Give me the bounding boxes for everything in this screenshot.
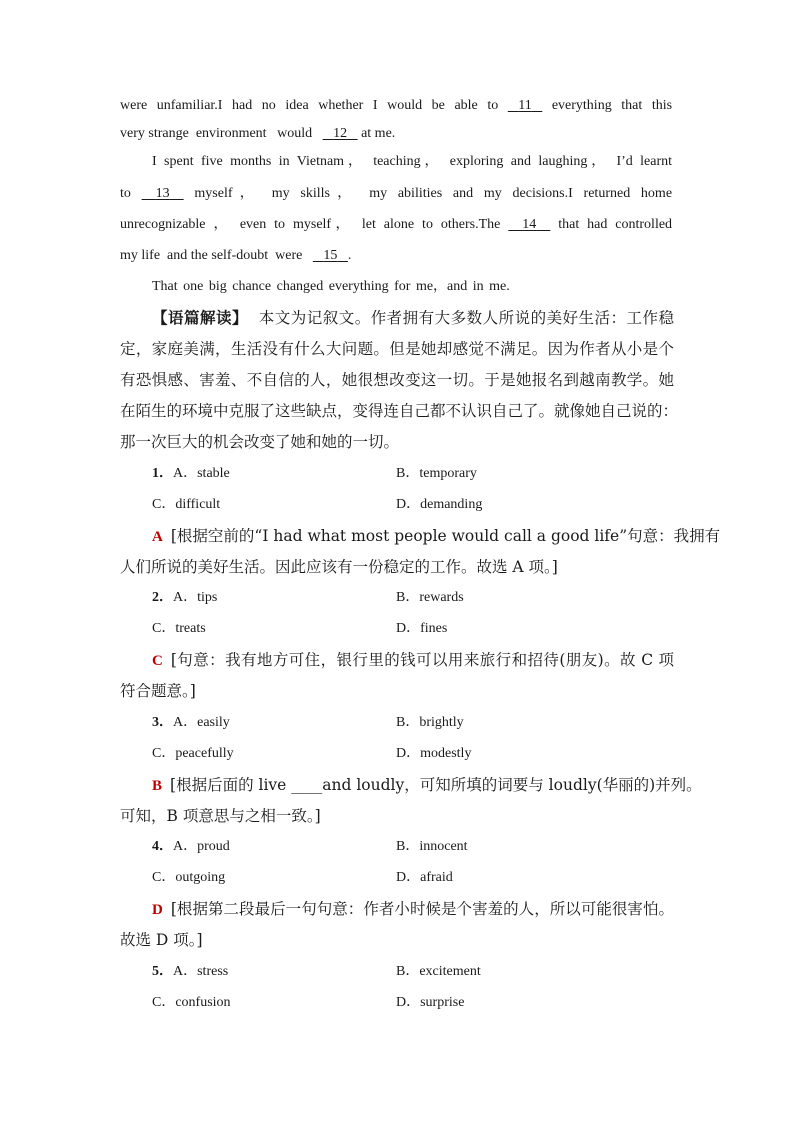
q4-explain-1: D [根据第二段最后一句句意：作者小时候是个害羞的人，所以可能很害怕。 [152, 900, 674, 918]
blank-14: 14 [522, 217, 537, 232]
q3-answer: B [152, 778, 163, 794]
q1-option-d: D．demanding [396, 497, 483, 512]
q1-option-b: B．temporary [396, 466, 477, 481]
q1-explain-1: A [根据空前的“I had what most people would call a good life”句意：我拥有 [152, 527, 721, 545]
q2-option-c: C．treats [152, 621, 206, 636]
q5-option-c: C．confusion [152, 995, 231, 1010]
analysis-line-5: 那一次巨大的机会改变了她和她的一切。 [120, 433, 400, 451]
q2-explain-2: 符合题意。] [120, 682, 196, 700]
q4-explain-2: 故选 D 项。] [120, 931, 203, 949]
analysis-line-1: 【语篇解读】 本文为记叙文。作者拥有大多数人所说的美好生活：工作稳 [152, 308, 674, 327]
q4-option-d: D．afraid [396, 870, 453, 885]
q2-explain-1: C [句意：我有地方可住，银行里的钱可以用来旅行和招待(朋友)。故 C 项 [152, 651, 674, 669]
passage-line-5: unrecognizable ， even to myself， let alone to others.The 14 that had controlled [120, 215, 672, 235]
q2-option-a: 2．A．tips [152, 590, 218, 605]
q3-explain-1: B [根据后面的 live ____and loudly，可知所填的词要与 loudly(华丽的)并列。 [152, 776, 702, 794]
q5-option-b: B．excitement [396, 964, 481, 979]
q1-option-c: C．difficult [152, 497, 221, 512]
analysis-line-3: 有恐惧感、害羞、不自信的人，她很想改变这一切。于是她报名到越南教学。她 [120, 371, 674, 389]
q2-option-d: D．fines [396, 621, 448, 636]
q3-option-d: D．modestly [396, 746, 472, 761]
q3-option-a: 3．A．easily [152, 715, 230, 730]
analysis-label: 【语篇解读】 [152, 308, 248, 327]
analysis-line-2: 定，家庭美满，生活没有什么大问题。但是她却感觉不满足。因为作者从小是个 [120, 340, 674, 358]
q5-option-a: 5．A．stress [152, 964, 229, 979]
q1-answer: A [152, 529, 163, 545]
passage-line-3: I spent five months in Vietnam， teaching， exploring and laughing， I’d learnt [152, 154, 673, 169]
q4-option-c: C．outgoing [152, 870, 226, 885]
blank-15: 15 [323, 248, 338, 263]
analysis-line-4: 在陌生的环境中克服了这些缺点，变得连自己都不认识自己了。就像她自己说的： [120, 402, 679, 420]
q4-answer: D [152, 902, 163, 918]
q2-option-b: B．rewards [396, 590, 464, 605]
q3-option-c: C．peacefully [152, 746, 234, 761]
q2-answer: C [152, 653, 163, 669]
blank-12: 12 [333, 126, 348, 141]
q3-explain-2: 可知，B 项意思与之相一致。] [120, 807, 321, 825]
blank-13: 13 [155, 186, 170, 201]
q1-explain-2: 人们所说的美好生活。因此应该有一份稳定的工作。故选 A 项。] [120, 558, 558, 576]
q1-option-a: 1．A．stable [152, 466, 230, 481]
q4-option-b: B．innocent [396, 839, 468, 854]
passage-line-1: were unfamiliar.I had no idea whether I would be able to 11 everything that this [120, 96, 672, 116]
q5-option-d: D．surprise [396, 995, 465, 1010]
blank-11: 11 [518, 98, 532, 113]
passage-line-2: very strange environment would 12 at me. [120, 124, 672, 144]
passage-line-6: my life and the self-doubt were 15 . [120, 246, 672, 266]
passage-line-7: That one big chance changed everything for me，and in me. [152, 279, 510, 294]
q3-option-b: B．brightly [396, 715, 464, 730]
passage-line-4: to 13 myself， my skills， my abilities and my decisions.I returned home [120, 184, 672, 204]
q4-option-a: 4．A．proud [152, 839, 230, 854]
